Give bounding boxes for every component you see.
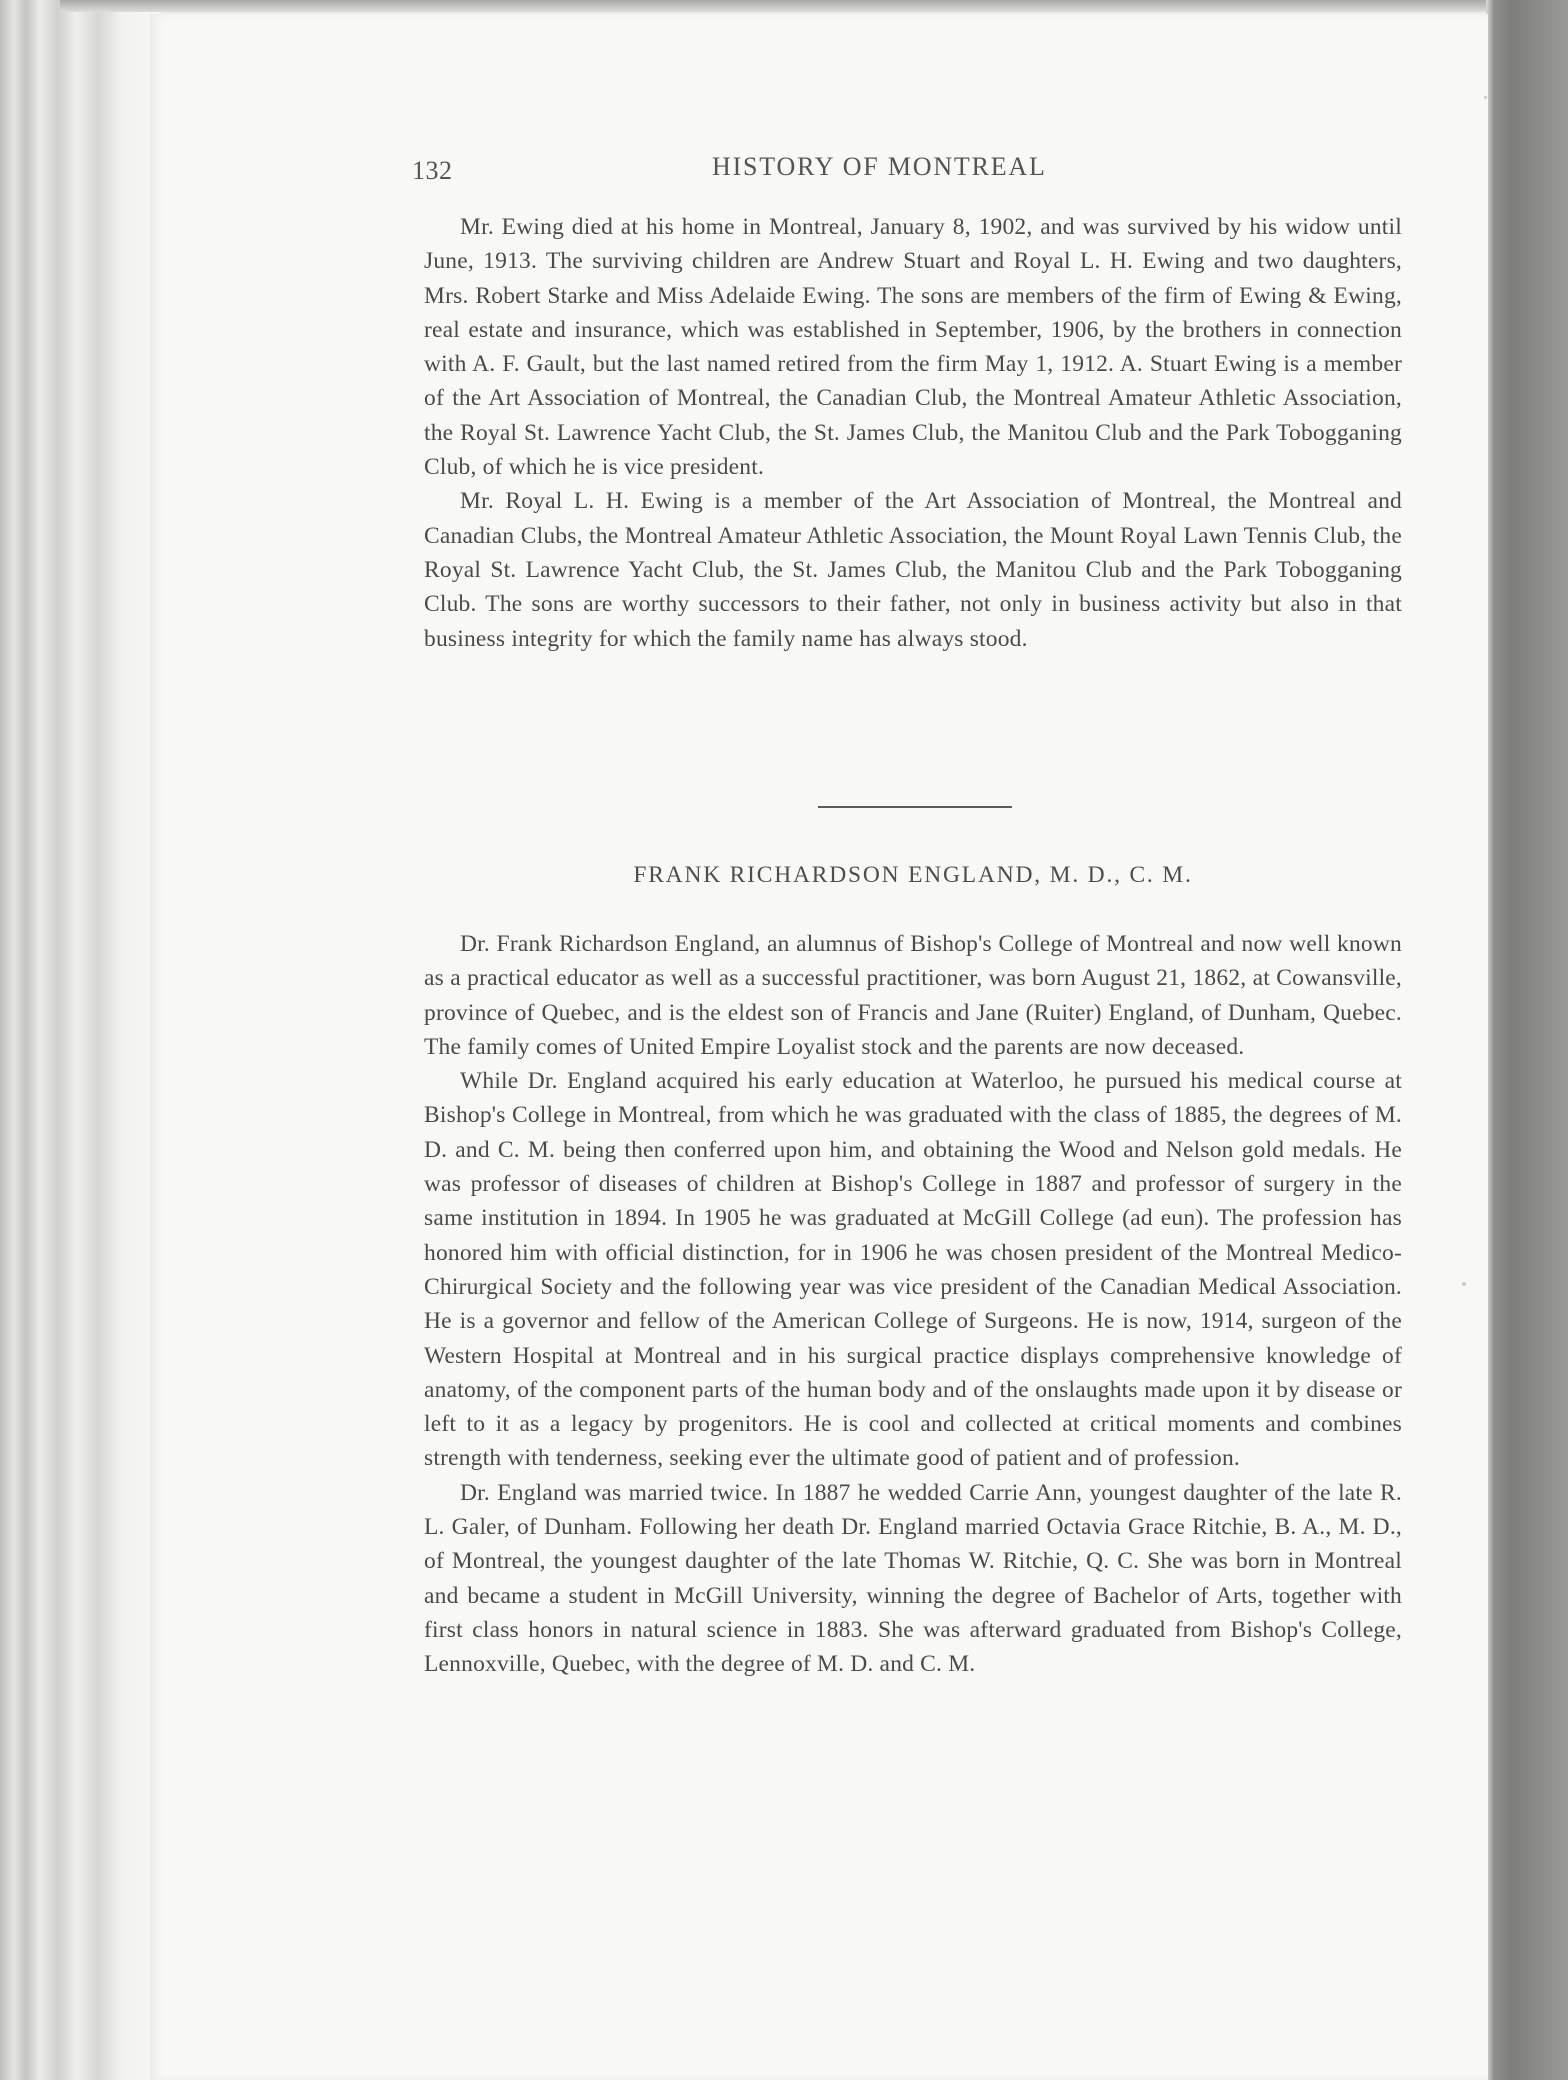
book-binding-edge [0, 0, 160, 2080]
running-head-title: HISTORY OF MONTREAL [712, 152, 1047, 181]
section-divider-rule [818, 806, 1012, 808]
book-right-edge [1486, 0, 1568, 2080]
continued-article [424, 210, 1402, 656]
article-heading: FRANK RICHARDSON ENGLAND, M. D., C. M. [633, 862, 1193, 888]
paragraph: Dr. Frank Richardson England, an alumnus of Bishop's College of Montreal and now well known as a practical educator as well as a successful practitioner, was born August 21, 1862, at Cowansville, province of Quebec, and is the eldest son of Francis and Jane (Ruiter) England, of Dunham, Quebec. The family comes of United Empire Loyalist stock and the parents are now deceased. [424, 931, 1402, 1060]
page-number: 132 [412, 156, 453, 185]
running-head [412, 152, 1412, 192]
paragraph: Dr. England was married twice. In 1887 he wedded Carrie Ann, youngest daughter of the late R. L. Galer, of Dunham. Following her death Dr. England married Octavia Grace Ritchie, B. A., M. D., of Montreal, the youngest daughter of the late Thomas W. Ritchie, Q. C. She was born in Montreal and became a student in McGill University, winning the degree of Bachelor of Arts, together with first class honors in natural science in 1883. She was afterward graduated from Bishop's College, Lennoxville, Quebec, with the degree of M. D. and C. M. [424, 1479, 1402, 1678]
scan-speck [1462, 1282, 1466, 1286]
book-top-edge [60, 0, 1500, 12]
scan-speck [1484, 96, 1487, 99]
paragraph: Mr. Royal L. H. Ewing is a member of the Art Association of Montreal, the Montreal and Canadian Clubs, the Montreal Amateur Athletic Association, the Mount Royal Lawn Tennis Club, the Royal St. Lawrence Yacht Club, the St. James Club, the Manitou Club and the Park Tobogganing Club. The sons are worthy successors to their father, not only in business activity but also in that business integrity for which the family name has always stood. [424, 488, 1402, 652]
paragraph: While Dr. England acquired his early education at Waterloo, he pursued his medical course at Bishop's College in Montreal, from which he was graduated with the class of 1885, the degrees of M. D. and C. M. being then conferred upon him, and obtaining the Wood and Nelson gold medals. He was professor of diseases of children at Bishop's College in 1887 and professor of surgery in the same institution in 1894. In 1905 he was graduated at McGill College (ad eun). The profession has honored him with official distinction, for in 1906 he was chosen president of the Montreal Medico-Chirurgical Society and the following year was vice president of the Canadian Medical Association. He is a governor and fellow of the American College of Surgeons. He is now, 1914, surgeon of the Western Hospital at Montreal and in his surgical practice displays comprehensive knowledge of anatomy, of the component parts of the human body and of the onslaughts made upon it by disease or left to it as a legacy by progenitors. He is cool and collected at critical moments and combines strength with tenderness, seeking ever the ultimate good of patient and of profession. [424, 1068, 1402, 1472]
paragraph: Mr. Ewing died at his home in Montreal, January 8, 1902, and was survived by his widow until June, 1913. The surviving children are Andrew Stuart and Royal L. H. Ewing and two daughters, Mrs. Robert Starke and Miss Adelaide Ewing. The sons are members of the firm of Ewing & Ewing, real estate and insurance, which was established in September, 1906, by the brothers in connection with A. F. Gault, but the last named retired from the firm May 1, 1912. A. Stuart Ewing is a member of the Art Association of Montreal, the Canadian Club, the Montreal Amateur Athletic Association, the Royal St. Lawrence Yacht Club, the St. James Club, the Manitou Club and the Park Tobogganing Club, of which he is vice president. [424, 214, 1402, 481]
new-article-body [424, 927, 1402, 1682]
